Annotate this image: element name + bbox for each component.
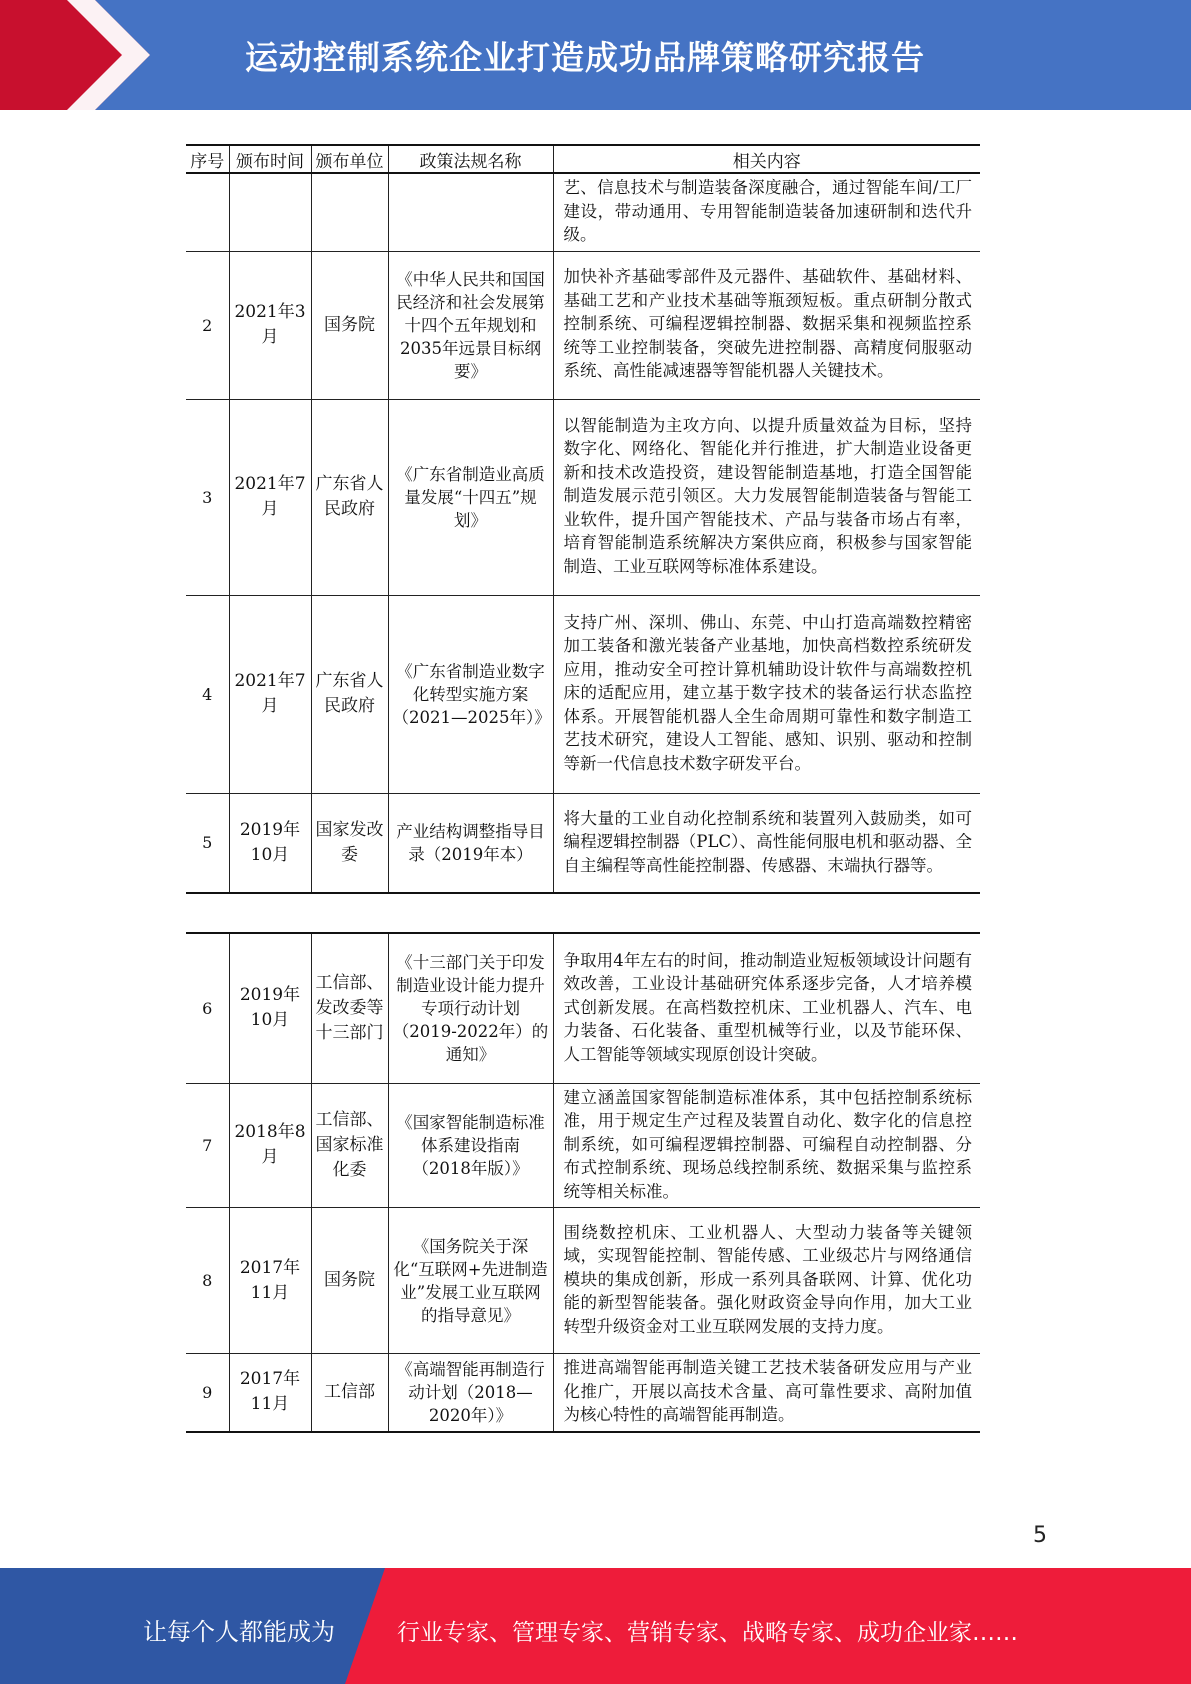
row-policy-name: 《十三部门关于印发制造业设计能力提升专项行动计划（2019-2022年）的通知》 [388,933,553,1083]
row-issuer: 国家发改委 [311,793,388,893]
row-policy-name: 《中华人民共和国国民经济和社会发展第十四个五年规划和2035年远景目标纲要》 [388,251,553,399]
row-date: 2019年10月 [229,933,311,1083]
row-num: 3 [186,399,229,595]
row-content: 建立涵盖国家智能制造标准体系，其中包括控制系统标准，用于规定生产过程及装置自动化、数字化的信息控制系统，如可编程逻辑控制器、可编程自动控制器、分布式控制系统、现场总线控制系统、数据采集与监控系统等相关标准。 [553,1083,980,1208]
row-num: 9 [186,1354,229,1432]
header-name: 政策法规名称 [388,145,553,173]
row-content: 争取用4年左右的时间，推动制造业短板领域设计问题有效改善，工业设计基础研究体系逐步完备，人才培养模式创新发展。在高档数控机床、工业机器人、汽车、电力装备、石化装备、重型机械等行业，以及节能环保、人工智能等领域实现原创设计突破。 [553,933,980,1083]
table-row [186,399,980,595]
page-footer [0,1568,1191,1684]
row-policy-name: 产业结构调整指导目录（2019年本） [388,793,553,893]
header-issuer: 颁布单位 [311,145,388,173]
row-content: 支持广州、深圳、佛山、东莞、中山打造高端数控精密加工装备和激光装备产业基地，加快高档数控系统研发应用，推动安全可控计算机辅助设计软件与高端数控机床的适配应用，建立基于数字技术的装备运行状态监控体系。开展智能机器人全生命周期可靠性和数字制造工艺技术研究，建设人工智能、感知、识别、驱动和控制等新一代信息技术数字研发平台。 [553,595,980,793]
table-row [186,173,980,251]
row-date: 2017年11月 [229,1354,311,1432]
page-number: 5 [1033,1523,1047,1548]
footer-slogan-right: 行业专家、管理专家、营销专家、战略专家、成功企业家…… [397,1620,1018,1646]
row-policy-name: 《国家智能制造标准体系建设指南（2018年版）》 [388,1083,553,1208]
row-date: 2021年3月 [229,251,311,399]
row-num: 5 [186,793,229,893]
row-date: 2021年7月 [229,399,311,595]
row-date: 2018年8月 [229,1083,311,1208]
table-row [186,1083,980,1208]
row-policy-name: 《广东省制造业高质量发展“十四五”规划》 [388,399,553,595]
row-num: 4 [186,595,229,793]
row-content: 围绕数控机床、工业机器人、大型动力装备等关键领域，实现智能控制、智能传感、工业级芯片与网络通信模块的集成创新，形成一系列具备联网、计算、优化功能的新型智能装备。强化财政资金导向作用，加大工业转型升级资金对工业互联网发展的支持力度。 [553,1208,980,1354]
row-issuer: 工信部、发改委等十三部门 [311,933,388,1083]
row-issuer: 国务院 [311,1208,388,1354]
row-issuer: 广东省人民政府 [311,595,388,793]
table-header-row [186,145,980,173]
table-row [186,1354,980,1432]
row-issuer: 广东省人民政府 [311,399,388,595]
header-num: 序号 [186,145,229,173]
policy-table-part-1 [186,144,980,894]
row-num: 8 [186,1208,229,1354]
row-date: 2017年11月 [229,1208,311,1354]
row-content: 推进高端智能再制造关键工艺技术装备研发应用与产业化推广，开展以高技术含量、高可靠性要求、高附加值为核心特性的高端智能再制造。 [553,1354,980,1432]
row-num: 2 [186,251,229,399]
header-content: 相关内容 [553,145,980,173]
page-header [0,0,1191,110]
table-row [186,595,980,793]
row-content: 艺、信息技术与制造装备深度融合，通过智能车间/工厂建设，带动通用、专用智能制造装备加速研制和迭代升级。 [553,173,980,251]
row-issuer: 工信部、国家标准化委 [311,1083,388,1208]
row-issuer: 工信部 [311,1354,388,1432]
table-row [186,1208,980,1354]
footer-slogan-left: 让每个人都能成为 [143,1618,335,1646]
row-num: 7 [186,1083,229,1208]
row-policy-name: 《广东省制造业数字化转型实施方案（2021—2025年）》 [388,595,553,793]
policy-table-part-2 [186,932,980,1433]
table-row [186,793,980,893]
row-policy-name: 《国务院关于深化“互联网+先进制造业”发展工业互联网的指导意见》 [388,1208,553,1354]
row-date: 2019年10月 [229,793,311,893]
table-row [186,251,980,399]
header-date: 颁布时间 [229,145,311,173]
row-content: 将大量的工业自动化控制系统和装置列入鼓励类，如可编程逻辑控制器（PLC）、高性能伺服电机和驱动器、全自主编程等高性能控制器、传感器、末端执行器等。 [553,793,980,893]
row-num: 6 [186,933,229,1083]
row-issuer: 国务院 [311,251,388,399]
table-row [186,933,980,1083]
row-date: 2021年7月 [229,595,311,793]
row-content: 以智能制造为主攻方向、以提升质量效益为目标，坚持数字化、网络化、智能化并行推进，扩大制造业设备更新和技术改造投资，建设智能制造基地，打造全国智能制造发展示范引领区。大力发展智能制造装备与智能工业软件，提升国产智能技术、产品与装备市场占有率，培育智能制造系统解决方案供应商，积极参与国家智能制造、工业互联网等标准体系建设。 [553,399,980,595]
row-policy-name: 《高端智能再制造行动计划（2018—2020年）》 [388,1354,553,1432]
row-content: 加快补齐基础零部件及元器件、基础软件、基础材料、基础工艺和产业技术基础等瓶颈短板。重点研制分散式控制系统、可编程逻辑控制器、数据采集和视频监控系统等工业控制装备，突破先进控制器、高精度伺服驱动系统、高性能减速器等智能机器人关键技术。 [553,251,980,399]
report-title: 运动控制系统企业打造成功品牌策略研究报告 [245,38,925,77]
